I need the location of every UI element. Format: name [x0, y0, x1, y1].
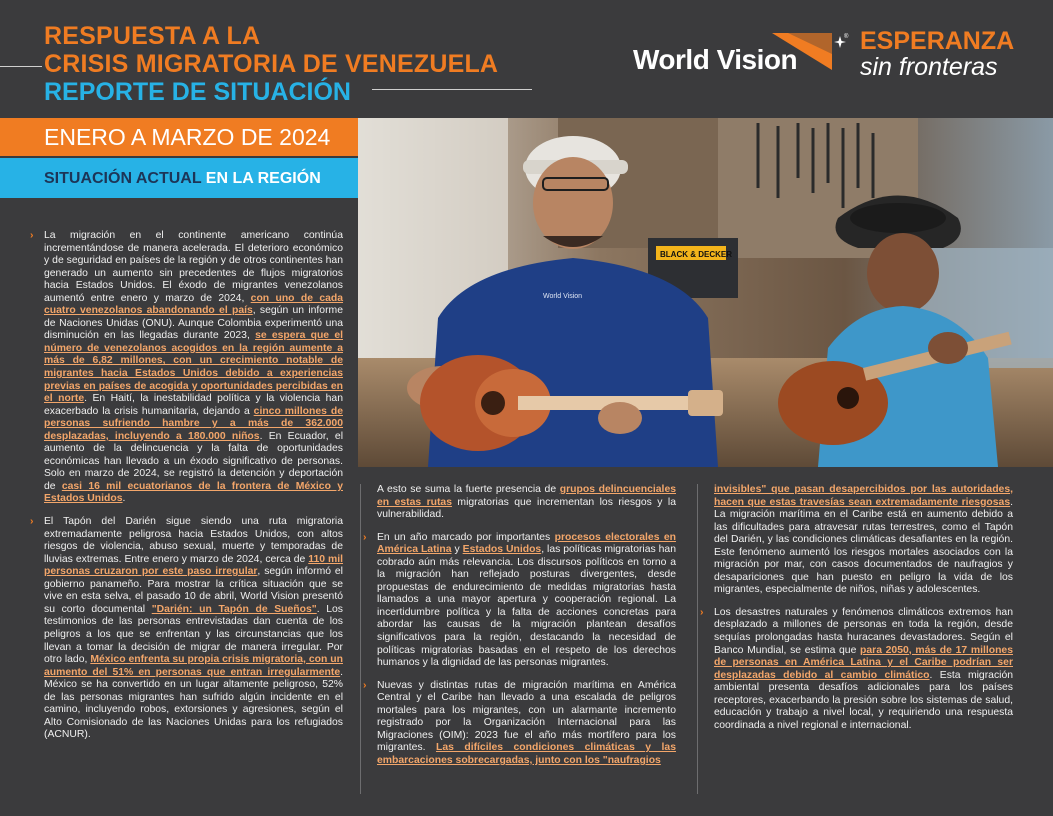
section-band: [0, 158, 358, 198]
column-divider-2: [697, 484, 698, 794]
highlight-link[interactable]: para 2050, más de 17 millones de personas en América Latina y el Caribe podrían ser desplazadas debido al cambio climático: [714, 644, 1013, 681]
shirt-logo: World Vision: [543, 293, 583, 300]
highlight-link[interactable]: 110 mil personas cruzaron por este paso irregular: [44, 553, 344, 578]
highlight-link[interactable]: casi 16 mil ecuatorianos de la frontera de México y Estados Unidos: [44, 480, 343, 505]
chevron-right-icon: ›: [700, 606, 704, 618]
paragraph-criminal-groups: A esto se suma la fuerte presencia de grupos delincuenciales en estas rutas migratorias que incrementan los riesgos y la vulnerabilidad.: [377, 484, 677, 521]
tagline: [860, 27, 1014, 79]
paragraph-maritime-routes: › Nuevas y distintas rutas de migración marítima en América Central y el Caribe han llevado a una escalada de peligros mortales para los migrantes, con un alarmante incremento registrado por la Organización Internacional para las Migraciones (OIM): 2023 fue el año más mortífero para los migrantes. Las difíciles condiciones climáticas y las embarcaciones sobrecargadas, junto con los "naufragios: [363, 679, 676, 766]
chevron-right-icon: ›: [30, 230, 34, 241]
logo-text: World Vision: [633, 44, 798, 75]
highlight-link[interactable]: procesos electorales en América Latina: [377, 531, 676, 556]
paragraph-elections: › En un año marcado por importantes procesos electorales en América Latina y Estados Unidos, las políticas migratorias han cobrado aún más relevancia. Los discursos políticos en torno a la migración han reflejado posturas divergentes, desde propuestas de endurecimiento de medidas migratorias hasta llamados a una mayor apertura y cooperación regional. La incertidumbre política y la falta de acciones concretas para abordar las causas de la migración plantean desafíos significativos para la región, destacando la necesidad de políticas migratorias basadas en el respeto de los derechos humanos y la dignidad de las personas migrantes.: [363, 531, 676, 669]
tagline-line-2: sin fronteras: [860, 53, 998, 81]
paragraph-maritime-continued: invisibles" que pasan desapercibidos por las autoridades, hacen que estas travesías sean extremadamente riesgosas. La migración marítima en el Caribe está en aumento debido a las dificultades para atravesar rutas terrestres, como el Tapón del Darién, y las condiciones climáticas desafiantes en la región. Este fenómeno aumentó los riesgos mortales asociados con la migración por mar, con casos documentados de naufragios y desapariciones que han puesto en peligro la vida de los migrantes, especialmente de niños, niñas y adolescentes.: [714, 484, 1013, 596]
chevron-right-icon: ›: [363, 531, 367, 543]
documentary-link[interactable]: "Darién: un Tapón de Sueños": [151, 603, 317, 615]
highlight-link[interactable]: invisibles" que pasan desapercibidos por las autoridades, hacen que estas travesías sean extremadamente riesgosas: [714, 484, 1013, 508]
section-title-part-2: EN LA REGIÓN: [201, 170, 321, 187]
photo-illustration: [358, 118, 1053, 467]
highlight-link[interactable]: cinco millones de personas sufriendo hambre y a más de 362.000 desplazadas, incluyendo a 180.000 niños: [44, 405, 343, 442]
text-column-3: [700, 484, 1014, 742]
paragraph-darien-gap: › El Tapón del Darién sigue siendo una ruta migratoria extremadamente peligrosa hacia Estados Unidos, con altos riesgos de violencia, abuso sexual, muerte y temporadas de lluvias extremas. Entre enero y marzo de 2024, cerca de 110 mil personas cruzaron por este paso irregular, según informó el gobierno panameño. Para mostrar la crítica situación que se vive en esta selva, el pasado 10 de abril, World Vision presentó su corto documental "Darién: un Tapón de Sueños". Los testimonios de las personas entrevistadas dan cuenta de los peligros a los que se enfrentan y las circunstancias que los llevan a tomar la decisión de migrar de manera irregular. Por otro lado, México enfrenta su propia crisis migratoria, con un aumento del 51% en personas que entran irregularmente. México se ha convertido en un lugar altamente peligroso, 52% de las personas migrantes han sufrido algún incidente en el camino, incluyendo robos, extorsiones y agresiones, según el Alto Comisionado de las Naciones Unidas para los refugiados (ACNUR).: [30, 516, 344, 741]
header-rule-left: [0, 66, 42, 67]
registered-mark: ®: [844, 34, 849, 40]
text-column-2: [363, 484, 677, 777]
tagline-line-1: ESPERANZA: [860, 27, 1015, 55]
section-title: [44, 170, 321, 188]
date-range: ENERO A MARZO DE 2024: [44, 124, 331, 150]
highlight-link[interactable]: se espera que el número de venezolanos acogidos en la región aumente a más de 6,82 millones, con un crecimiento notable de migrantes hacia Estados Unidos debido a experiencias previas en países de acogida y oportunidades percibidas en el norte: [44, 330, 343, 405]
highlight-link[interactable]: Las difíciles condiciones climáticas y las embarcaciones sobrecargadas, junto con los "naufragios: [377, 742, 676, 766]
highlight-link[interactable]: México enfrenta su propia crisis migratoria, con un aumento del 51% en personas que entran irregularmente: [44, 654, 343, 678]
section-title-part-1: SITUACIÓN ACTUAL: [44, 170, 202, 187]
title-line-2: CRISIS MIGRATORIA DE VENEZUELA: [44, 50, 499, 78]
paragraph-migration-overview: › La migración en el continente americano continúa incrementándose de manera acelerada. El deterioro económico y de seguridad en países de la región y de otros continentes han generado un aumento sin precedentes de flujos migratorios hacia Estados Unidos. El éxodo de migrantes venezolanos aumentó entre enero y marzo de 2024, con uno de cada cuatro venezolanos abandonando el país, según un informe de Naciones Unidas (ONU). Aunque Colombia experimentó una disminución en las llegadas durante 2023, se espera que el número de venezolanos acogidos en la región aumente a más de 6,82 millones, con un crecimiento notable de migrantes hacia Estados Unidos debido a experiencias previas en países de acogida y oportunidades percibidas en el norte. En Haití, la inestabilidad política y la violencia han exacerbado la crisis humanitaria, dejando a cinco millones de personas sufriendo hambre y a más de 362.000 desplazadas, incluyendo a 180.000 niños. En Ecuador, el aumento de la delincuencia y la falta de oportunidades económicas han llevado a un éxodo significativo de personas. Solo en marzo de 2024, se registró la detención y deportación de casi 16 mil ecuatorianos de la frontera de México y Estados Unidos.: [30, 230, 344, 505]
date-band: [0, 118, 358, 156]
column-divider-1: [360, 484, 361, 794]
text-column-1: [30, 230, 344, 752]
highlight-link[interactable]: con uno de cada cuatro venezolanos abandonando el país: [44, 292, 344, 317]
hero-photo: [358, 118, 1053, 467]
report-title: [44, 22, 498, 106]
paragraph-climate: › Los desastres naturales y fenómenos climáticos extremos han desplazado a millones de personas en toda la región, desde sequías prolongadas hasta huracanes devastadores. Según el Banco Mundial, se estima que para 2050, más de 17 millones de personas en América Latina y el Caribe podrían ser desplazadas debido al cambio climático. Esta migración ambiental presenta desafíos adicionales para los países receptores, exacerbando la presión sobre los sistemas de salud, educación y trabajo a nivel local, y requiriendo una respuesta coordinada a nivel regional e internacional.: [700, 606, 1014, 731]
world-vision-star-icon: [770, 30, 850, 74]
report-header: [0, 0, 1053, 118]
title-line-3: REPORTE DE SITUACIÓN: [44, 78, 351, 106]
title-line-1: RESPUESTA A LA: [44, 22, 261, 50]
highlight-link[interactable]: Estados Unidos: [462, 544, 542, 556]
chevron-right-icon: ›: [30, 516, 34, 528]
chevron-right-icon: ›: [363, 679, 367, 691]
highlight-link[interactable]: grupos delincuenciales en estas rutas: [377, 484, 677, 508]
tool-brand-text: BLACK & DECKER: [660, 250, 732, 259]
